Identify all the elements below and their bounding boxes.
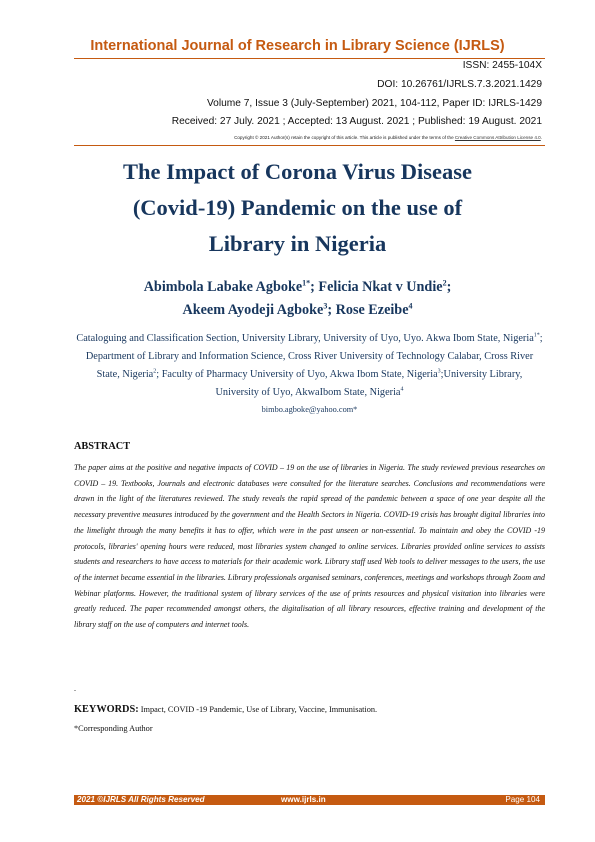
title-rule	[74, 145, 545, 146]
abstract-text: The paper aims at the positive and negative impacts of COVID – 19 on the use of libraries in Nigeria. The study reviewed previous researches on COVID – 19. Textbooks, Journals and electronic databases were consulted for the literature searches. Conclusions and recommendations were drawn in the light of the literatures reviewed. The study reveals the rapid spread of the pandemic between a space of one year despite all the necessary preventive measures introduced by the government and the Health Sectors in Nigeria. COVID-19 crisis has brought digital libraries into the limelight through the many benefits it has to offer, which were in the past unseen or non-essential. To maintain and obey the COVID -19 protocols, libraries' opening hours were reduced, most libraries system changed to online services. Libraries provided online services to assists students and researchers to have access to materials for their academic work. Library staff used Web tools to deliver messages to the users, the use of the internet became essential in the libraries. Library professionals organised seminars, conferences, meetings and workshops through Zoom and Webinar platforms. However, the traditional system of library services of the use of prints resources and physical visitation into libraries were greatly reduced. The paper recommended amongst others, the digitalisation of all library resources, effective training and development of the library staff on the use of computers and internet tools.	[74, 463, 545, 630]
keywords	[74, 704, 377, 715]
volume-info: Volume 7, Issue 3 (July-September) 2021, 104-112, Paper ID: IJRLS-1429	[206, 98, 542, 109]
keywords-list: Impact, COVID -19 Pandemic, Use of Library, Vaccine, Immunisation.	[138, 705, 378, 714]
affiliation-sup: 4	[400, 386, 404, 393]
title-line: Library in Nigeria	[208, 231, 387, 256]
affiliation-text: ; Faculty of Pharmacy University of Uyo, Akwa Ibom State, Nigeria	[156, 369, 438, 380]
author-name: ; Rose Ezeibe	[327, 302, 409, 318]
keywords-label: KEYWORDS:	[74, 704, 139, 715]
copyright-end: .	[540, 135, 542, 140]
abstract-heading: ABSTRACT	[74, 441, 131, 452]
page-footer	[74, 795, 545, 805]
author-list	[60, 276, 535, 322]
corresponding-author-note: *Corresponding Author	[74, 724, 153, 733]
copyright-text: Copyright © 2021 Author(s) retain the copyright of this article. This article is published under the terms of the	[234, 135, 455, 140]
affiliation-text: ;University Library, University of Uyo, AkwaIbom State, Nigeria	[215, 369, 523, 398]
title-line: The Impact of Corona Virus Disease	[123, 159, 472, 184]
author-line	[60, 299, 535, 322]
affiliation-sup: 1*	[533, 332, 540, 339]
separator-dot: .	[74, 684, 76, 693]
affiliation-sup: 2	[153, 368, 157, 375]
author-line	[60, 276, 535, 299]
affiliation-text: ; Department of Library and Information Science, Cross River University of Technology Calabar, Cross River State, Nigeria	[85, 333, 543, 380]
journal-title: International Journal of Research in Library Science (IJRLS)	[90, 38, 505, 54]
footer-url[interactable]: www.ijrls.in	[281, 795, 326, 804]
author-sup: 4	[408, 301, 413, 311]
footer-rights: 2021 ©IJRLS All Rights Reserved	[77, 795, 205, 804]
page-number: Page 104	[505, 795, 540, 804]
author-name: ; Felicia Nkat v Undie	[310, 279, 443, 295]
author-sup: 1*	[302, 278, 311, 288]
author-name: Akeem Ayodeji Agboke	[182, 302, 324, 318]
article-title	[60, 154, 535, 262]
author-name: Abimbola Labake Agboke	[143, 279, 303, 295]
title-line: (Covid-19) Pandemic on the use of	[132, 195, 463, 220]
publication-dates: Received: 27 July. 2021 ; Accepted: 13 August. 2021 ; Published: 19 August. 2021	[171, 116, 542, 127]
author-separator: ;	[446, 279, 452, 295]
author-email[interactable]: bimbo.agboke@yahoo.com*	[261, 405, 358, 414]
doi: DOI: 10.26761/IJRLS.7.3.2021.1429	[377, 79, 542, 90]
affiliation-sup: 3	[437, 368, 441, 375]
affiliation-text: Cataloguing and Classification Section, University Library, University of Uyo, Uyo. Akwa Ibom State, Nigeria	[76, 333, 534, 344]
affiliations	[74, 330, 545, 402]
author-sup: 2	[442, 278, 447, 288]
license-link[interactable]: Creative Commons Attribution License 4.0	[454, 135, 541, 140]
header-rule	[74, 58, 545, 59]
author-sup: 3	[323, 301, 328, 311]
issn: ISSN: 2455-104X	[462, 60, 542, 71]
copyright-line	[234, 135, 542, 140]
